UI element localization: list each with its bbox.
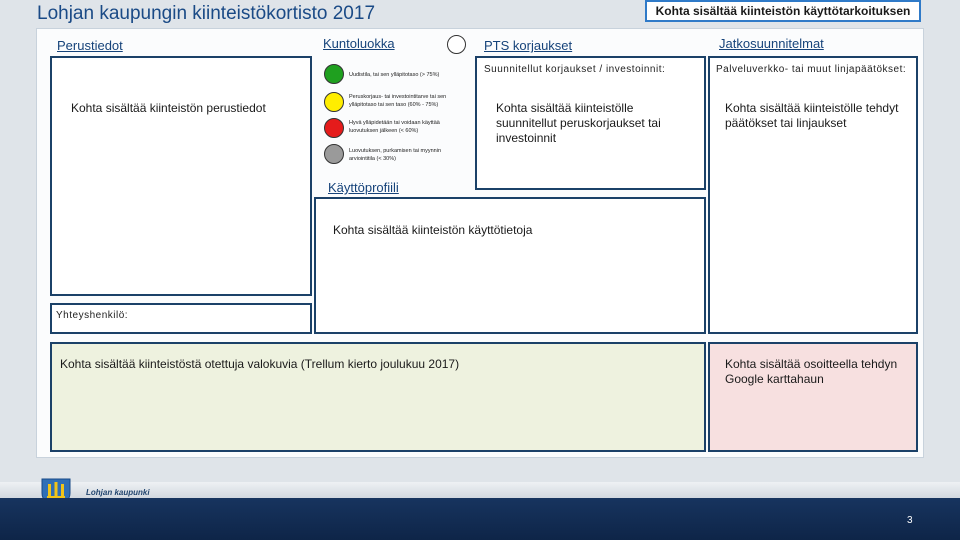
photos-box	[50, 342, 706, 452]
perustiedot-heading[interactable]: Perustiedot	[57, 38, 123, 53]
jatko-box	[708, 56, 918, 334]
kayttoprofiili-box	[314, 197, 706, 334]
jatko-subheading: Palveluverkko- tai muut linjapäätökset:	[716, 64, 907, 75]
legend-text-red: Hyvä ylläpidetään tai voidaan käyttää luovutuksen jälkeen (< 60%)	[349, 120, 440, 134]
kayttoprofiili-content: Kohta sisältää kiinteistön käyttötietoja	[333, 223, 533, 237]
green-condition-icon	[324, 64, 344, 84]
map-box	[708, 342, 918, 452]
logo-text: Lohjan kaupunki	[86, 488, 150, 497]
legend-text-yellow: Peruskorjaus- tai investointitarve tai sen ylläpitotaso tai sen taso (60% - 75%)	[349, 94, 447, 108]
kayttoprofiili-heading[interactable]: Käyttöprofiili	[328, 180, 399, 195]
red-condition-icon	[324, 118, 344, 138]
photos-content: Kohta sisältää kiinteistöstä otettuja valokuvia (Trellum kierto joulukuu 2017)	[60, 357, 460, 371]
pts-content: Kohta sisältää kiinteistölle suunnitellut peruskorjaukset tai investoinnit	[496, 101, 661, 145]
page-number: 3	[907, 515, 913, 526]
pts-heading[interactable]: PTS korjaukset	[484, 38, 573, 53]
usage-purpose-callout: Kohta sisältää kiinteistön käyttötarkoituksen	[645, 0, 921, 22]
condition-class-indicator-icon[interactable]	[447, 35, 466, 54]
contact-person-box[interactable]	[50, 303, 312, 334]
contact-person-label: Yhteyshenkilö:	[56, 310, 129, 321]
yellow-condition-icon	[324, 92, 344, 112]
pts-box	[475, 56, 706, 190]
map-content: Kohta sisältää osoitteella tehdyn Google karttahaun	[725, 357, 898, 386]
jatko-content: Kohta sisältää kiinteistölle tehdyt päätökset tai linjaukset	[725, 101, 899, 130]
footer-bar	[0, 498, 960, 540]
kuntoluokka-heading[interactable]: Kuntoluokka	[323, 36, 395, 51]
perustiedot-box	[50, 56, 312, 296]
jatko-heading[interactable]: Jatkosuunnitelmat	[719, 36, 824, 51]
page-title: Lohjan kaupungin kiinteistökortisto 2017	[37, 3, 376, 24]
pts-subheading: Suunnitellut korjaukset / investoinnit:	[484, 64, 666, 75]
gray-condition-icon	[324, 144, 344, 164]
perustiedot-content: Kohta sisältää kiinteistön perustiedot	[71, 101, 266, 115]
legend-text-green: Uudistila, tai sen ylläpitotaso (> 75%)	[349, 72, 440, 78]
legend-text-gray: Luovutuksen, purkamisen tai myynnin arviointitila (< 30%)	[349, 148, 442, 162]
